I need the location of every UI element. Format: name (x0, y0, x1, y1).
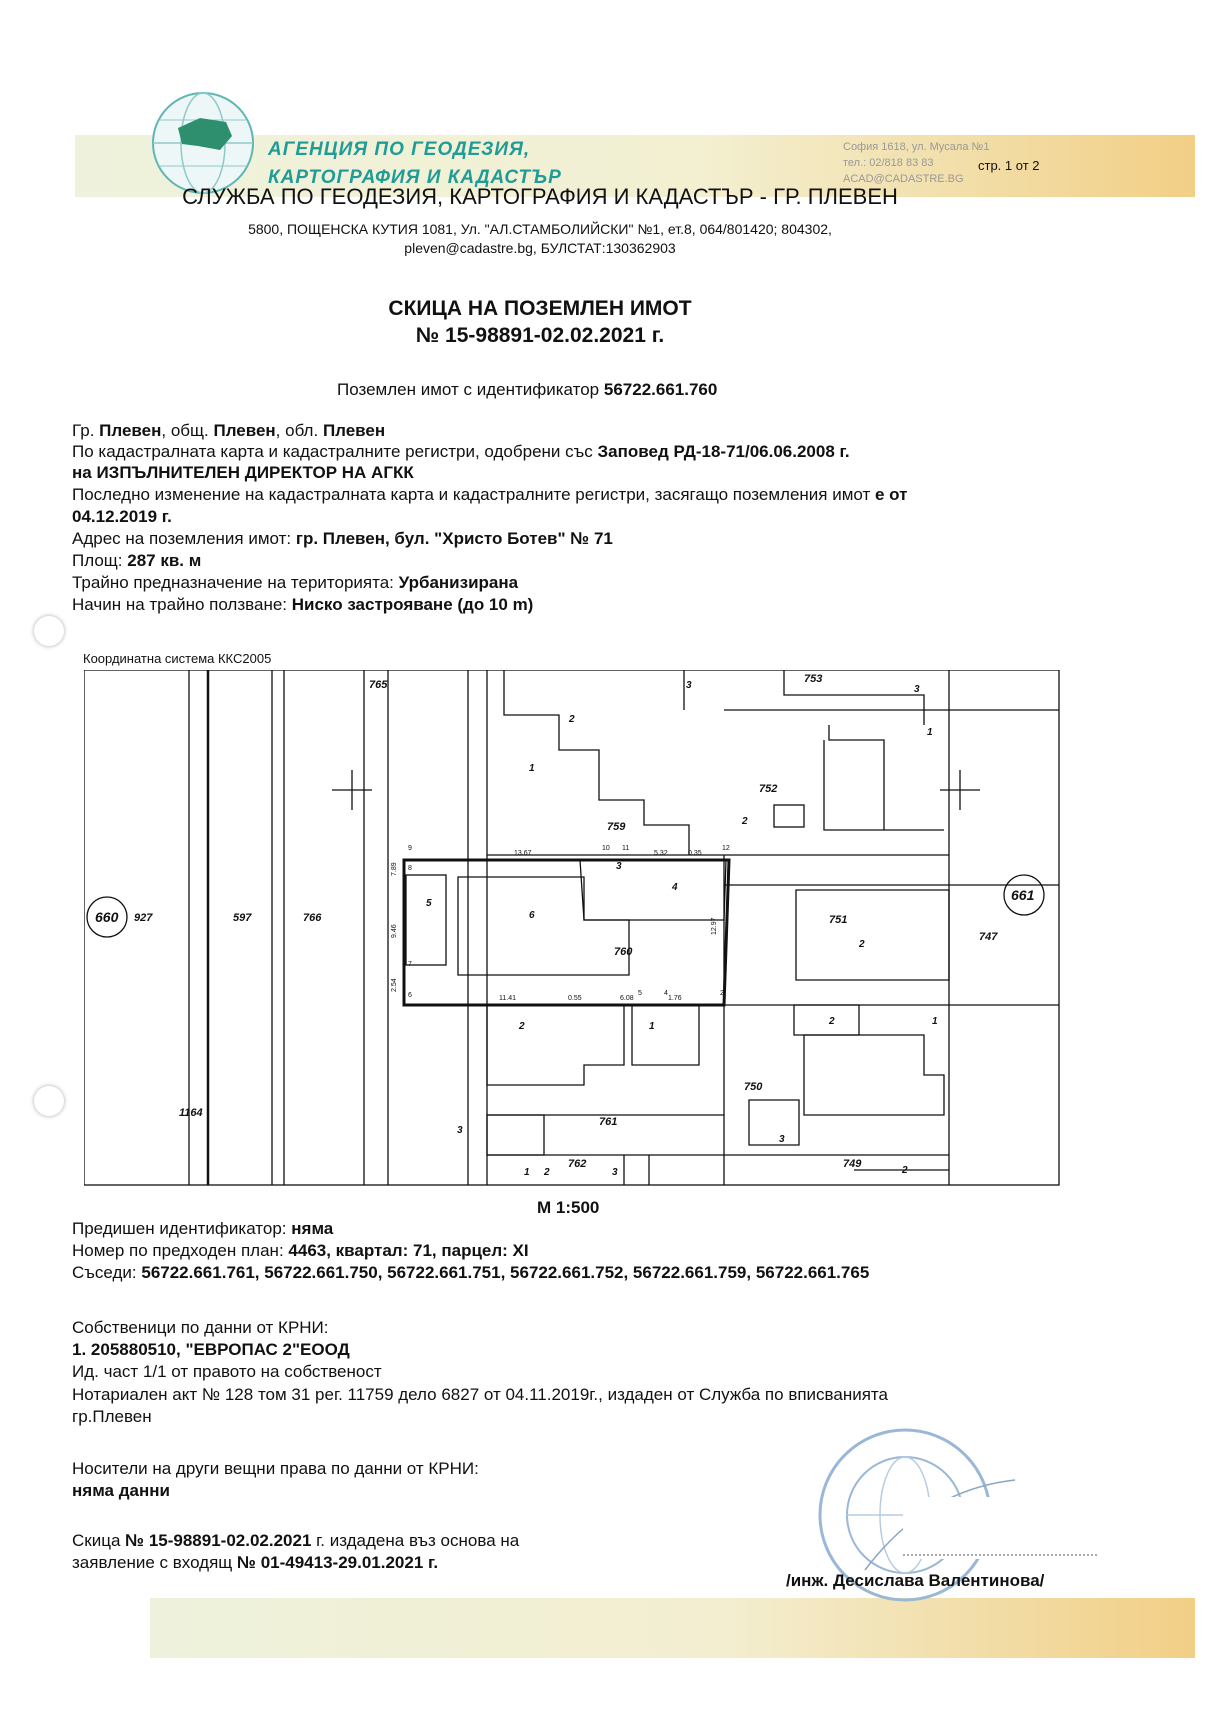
building-number: 4 (672, 882, 678, 893)
area-line (72, 550, 201, 572)
parcel-label: 761 (599, 1116, 618, 1128)
sketch-number: № 15-98891-02.02.2021 г. (415, 324, 665, 347)
building-number: 3 (612, 1167, 618, 1178)
municipality-value: Плевен (213, 421, 276, 440)
dimension-label: 5.32 (654, 850, 668, 857)
neighbors-label: Съседи: (72, 1263, 137, 1282)
signer-line (786, 1570, 1044, 1592)
punch-hole (34, 616, 64, 646)
change-text: Последно изменение на кадастралната карта и кадастралните регистри, засягащо поземления имот (72, 485, 871, 504)
point-number: 10 (602, 845, 610, 852)
address-label: Адрес на поземления имот: (72, 529, 292, 548)
agency-name-line1: АГЕНЦИЯ ПО ГЕОДЕЗИЯ, (268, 139, 531, 160)
dimension-label: 11.41 (499, 995, 516, 1002)
building-number: 1 (932, 1016, 938, 1027)
change-date-line (72, 506, 172, 528)
parcel-label: 753 (804, 673, 823, 685)
parcel-label: 749 (843, 1158, 862, 1170)
cadastral-map (84, 670, 1064, 1190)
city-value: Плевен (99, 421, 162, 440)
parcel-label: 759 (607, 821, 626, 833)
point-number: 4 (664, 990, 668, 997)
point-number: 12 (722, 845, 730, 852)
dimension-label: 12.97 (711, 917, 718, 935)
change-date: 04.12.2019 г. (72, 507, 172, 526)
owners-label: Собственици по данни от КРНИ: (72, 1318, 329, 1337)
owner-share: Ид. част 1/1 от правото на собственост (72, 1362, 382, 1381)
agency-name-line2: КАРТОГРАФИЯ И КАДАСТЪР (268, 167, 562, 188)
building-number: 5 (426, 898, 432, 909)
purpose-value: Урбанизирана (398, 573, 519, 592)
region-label: , обл. (275, 421, 319, 440)
page-number: стр. 1 от 2 (978, 158, 1040, 173)
other-rights-text: няма данни (72, 1481, 170, 1500)
dimension-label: 6.08 (620, 995, 634, 1002)
identifier-label: Поземлен имот с идентификатор (337, 380, 600, 399)
dimension-label: 1.76 (668, 995, 682, 1002)
point-number: 7 (408, 961, 412, 968)
building-number: 6 (529, 910, 535, 921)
issued-text: г. издадена въз основа на (316, 1531, 520, 1550)
contact-address: София 1618, ул. Мусала №1 (843, 141, 990, 153)
coordinate-system: Координатна система ККС2005 (83, 651, 272, 666)
location-line (72, 420, 385, 442)
approval-text: По кадастралната карта и кадастралните регистри, одобрени със (72, 442, 593, 461)
map-frame (84, 670, 1059, 1185)
office-address (0, 220, 1080, 258)
building-number: 2 (742, 816, 748, 827)
building-number: 3 (616, 861, 622, 872)
document-title (0, 295, 1080, 349)
prev-plan-value: 4463, квартал: 71, парцел: XI (288, 1241, 529, 1260)
dimension-label: 9.46 (391, 924, 398, 938)
address-line (72, 528, 613, 550)
building-number: 3 (914, 684, 920, 695)
usage-label: Начин на трайно ползване: (72, 595, 288, 614)
identifier-value: 56722.661.760 (603, 380, 718, 399)
quarter-number: 660 (95, 909, 119, 925)
building-number: 1 (529, 763, 535, 774)
parcel-label: 1164 (179, 1107, 203, 1119)
signature-line (903, 1552, 1099, 1558)
request-label: заявление с входящ (72, 1553, 233, 1572)
parcel-label: 747 (979, 931, 998, 943)
address-value: гр. Плевен, бул. "Христо Ботев" № 71 (295, 529, 613, 548)
prev-id-label: Предишен идентификатор: (72, 1219, 287, 1238)
approval-authority-text: на ИЗПЪЛНИТЕЛЕН ДИРЕКТОР НА АГКК (72, 463, 414, 482)
change-line (72, 484, 907, 506)
sketch-title: СКИЦА НА ПОЗЕМЛЕН ИМОТ (388, 297, 692, 320)
point-number: 5 (638, 990, 642, 997)
owner-name: 205880510, "ЕВРОПАС 2"ЕООД (90, 1340, 350, 1359)
city-label: Гр. (72, 421, 95, 440)
punch-hole (34, 1086, 64, 1116)
point-number: 2 (720, 990, 724, 997)
municipality-label: , общ. (161, 421, 209, 440)
neighbors-value: 56722.661.761, 56722.661.750, 56722.661.751, 56722.661.752, 56722.661.759, 56722.661.765 (141, 1263, 870, 1282)
dimension-label: 2.54 (391, 978, 398, 992)
request-line (72, 1552, 438, 1574)
approval-authority (72, 462, 414, 484)
issued-line (72, 1530, 519, 1552)
neighbors-line (72, 1262, 869, 1284)
contact-tel: тел.: 02/818 83 83 (843, 157, 934, 169)
point-number: 9 (408, 845, 412, 852)
office-address-line: 5800, ПОЩЕНСКА КУТИЯ 1081, Ул. "АЛ.СТАМБОЛИЙСКИ" №1, ет.8, 064/801420; 804302, (248, 221, 832, 237)
building-number: 1 (927, 727, 933, 738)
dimension-label: 0.55 (568, 995, 582, 1002)
signer-name: /инж. Десислава Валентинова/ (786, 1571, 1045, 1590)
point-number: 8 (408, 865, 412, 872)
approval-order: Заповед РД-18-71/06.06.2008 г. (597, 442, 850, 461)
building-number: 2 (902, 1165, 908, 1176)
building-number: 3 (779, 1134, 785, 1145)
dimension-label: 13.67 (514, 850, 532, 857)
request-number: № 01-49413-29.01.2021 г. (237, 1553, 439, 1572)
area-value: 287 кв. м (127, 551, 202, 570)
parcel-label: 751 (829, 914, 848, 926)
prev-id-line (72, 1218, 333, 1240)
building-number: 3 (457, 1125, 463, 1136)
quarter-number: 661 (1011, 887, 1035, 903)
purpose-line (72, 572, 518, 594)
parcel-label: 762 (568, 1158, 587, 1170)
footer-band (150, 1598, 1195, 1658)
building-number: 1 (649, 1021, 655, 1032)
office-email-line: pleven@cadastre.bg, БУЛСТАТ:130362903 (404, 240, 676, 256)
building-number: 2 (829, 1016, 835, 1027)
notary-line1: Нотариален акт № 128 том 31 рег. 11759 дело 6827 от 04.11.2019г., издаден от Служба по вписванията (72, 1385, 888, 1404)
point-number: 6 (408, 992, 412, 999)
redacted-signature (903, 1497, 1099, 1559)
prev-plan-label: Номер по предходен план: (72, 1241, 284, 1260)
point-number: 11 (622, 845, 630, 852)
area-label: Площ: (72, 551, 123, 570)
building-number: 1 (524, 1167, 530, 1178)
purpose-label: Трайно предназначение на територията: (72, 573, 394, 592)
building-number: 2 (544, 1167, 550, 1178)
building-number: 3 (686, 680, 692, 691)
issued-label: Скица (72, 1531, 121, 1550)
prev-plan-line (72, 1240, 529, 1262)
building-number: 2 (519, 1021, 525, 1032)
notary-line2: гр.Плевен (72, 1407, 152, 1426)
parcel-label: 750 (744, 1081, 763, 1093)
change-suffix: е от (875, 485, 908, 504)
identifier-line (337, 379, 717, 401)
region-value: Плевен (322, 421, 386, 440)
owner-index: 1. (72, 1340, 87, 1359)
other-rights-value (72, 1480, 170, 1502)
parcel-label: 597 (233, 912, 252, 924)
parcel-label: 752 (759, 783, 778, 795)
parcel-label: 927 (134, 912, 153, 924)
parcel-label: 765 (369, 679, 388, 691)
usage-value: Ниско застрояване (до 10 m) (291, 595, 534, 614)
dimension-label: 0.35 (688, 850, 702, 857)
other-rights-label: Носители на други вещни права по данни от КРНИ: (72, 1459, 479, 1478)
building-number: 2 (569, 714, 575, 725)
usage-line (72, 594, 533, 616)
office-title: СЛУЖБА ПО ГЕОДЕЗИЯ, КАРТОГРАФИЯ И КАДАСТЪР - ГР. ПЛЕВЕН (182, 184, 898, 209)
building-number: 2 (859, 939, 865, 950)
map-scale: М 1:500 (537, 1198, 600, 1217)
parcel-label: 760 (614, 946, 633, 958)
contact-email: ACAD@CADASTRE.BG (843, 173, 964, 185)
parcel-label: 766 (303, 912, 322, 924)
agency-globe-logo (148, 88, 258, 198)
owner-line (72, 1339, 350, 1361)
dimension-label: 7.89 (391, 862, 398, 876)
approval-line (72, 441, 850, 463)
prev-id-value: няма (291, 1219, 334, 1238)
issued-number: № 15-98891-02.02.2021 (125, 1531, 312, 1550)
